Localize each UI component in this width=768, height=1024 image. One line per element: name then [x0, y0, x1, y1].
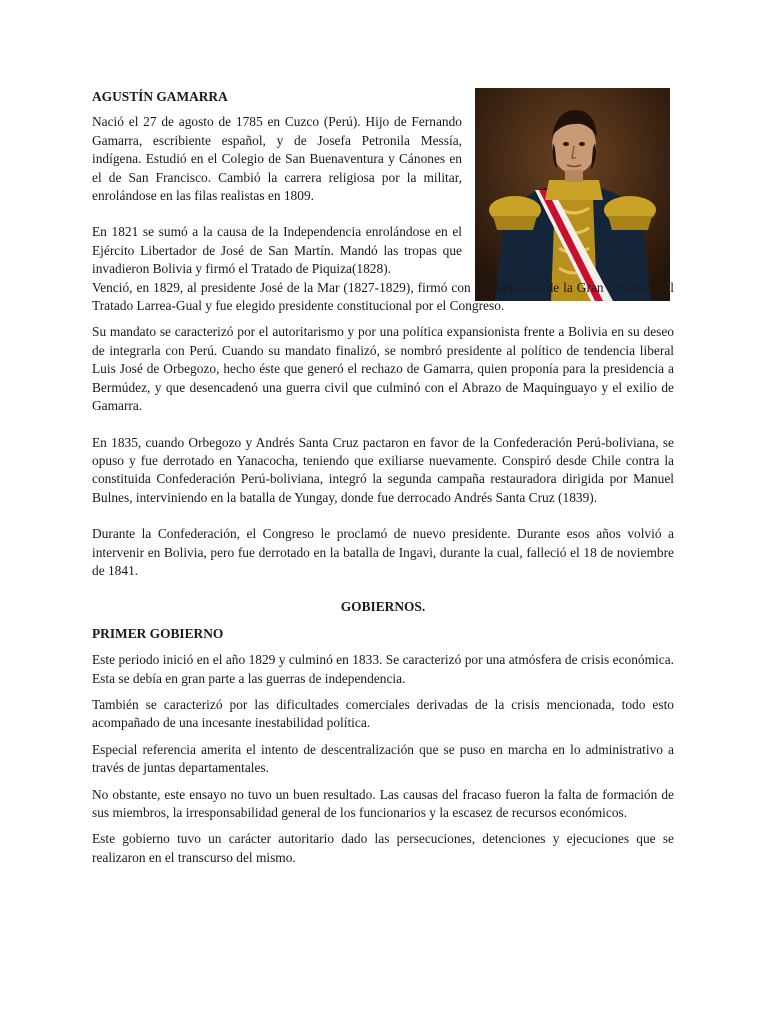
intro-paragraph-1: Nació el 27 de agosto de 1785 en Cuzco (Perú). Hijo de Fernando Gamarra, escribiente español, y de Josefa Petronila Messía, indígena. Estudió en el Colegio de San Buenaventura y Cánones en el de San Francisco. Cambió la carrera religiosa por la militar, enrolándose en las filas realistas en 1809. — [92, 114, 462, 204]
primer-gobierno-paragraph-4: No obstante, este ensayo no tuvo un buen resultado. Las causas del fracaso fueron la falta de formación de sus miembros, la irresponsabilidad general de los funcionarios y la escasez de recursos económicos. — [92, 786, 674, 820]
primer-gobierno-paragraph-1: Este periodo inició en el año 1829 y culminó en 1833. Se caracterizó por una atmósfera de crisis económica. Esta se debía en gran parte a las guerras de independencia. — [92, 652, 674, 686]
paragraph-mandato: Su mandato se caracterizó por el autoritarismo y por una política expansionista frente a Bolivia en su deseo de integrarla con Perú. Cuando su mandato finalizó, se nombró presidente al político de tendencia liberal Luis José de Orbegozo, hecho éste que generó el rechazo de Gamarra, quien proponía para la presidencia a Bermúdez, y que desencadenó una guerra civil que culminó con el Abrazo de Maquinguayo y el exilio de Gamarra. — [92, 324, 674, 414]
document-title: AGUSTÍN GAMARRA — [92, 89, 228, 104]
gobiernos-heading: GOBIERNOS. — [340, 599, 426, 615]
primer-gobierno-paragraph-2: También se caracterizó por las dificultades comerciales derivadas de la crisis mencionada, todo esto acompañado de una incesante inestabilidad política. — [92, 696, 674, 731]
paragraph-confederacion: En 1835, cuando Orbegozo y Andrés Santa Cruz pactaron en favor de la Confederación Perú-boliviana, se opuso y fue derrotado en Yanacocha, teniendo que exiliarse nuevamente. Conspiró desde Chile contra la constituida Confederación Perú-boliviana, integró la segunda campaña restauradora dirigida por Manuel Bulnes, interviniendo en la batalla de Yungay, donde fue derrocado Andrés Santa Cruz (1839). — [92, 434, 674, 505]
intro-paragraph-2-rest: Venció, en 1829, al presidente José de la Mar (1827-1829), firmó con la República de la Gran Colombia el Tratado Larrea-Gual y fue elegido presidente constitucional por el Congreso. — [92, 279, 674, 314]
intro-paragraph-2-lead: En 1821 se sumó a la causa de la Independencia enrolándose en el Ejército Libertador de José de San Martín. Mandó las tropas que invadieron Bolivia y firmó el Tratado de Piquiza(1828). — [92, 224, 462, 277]
primer-gobierno-paragraph-5: Este gobierno tuvo un carácter autoritario dado las persecuciones, detenciones y ejecuciones que se realizaron en el transcurso del mismo. — [92, 831, 674, 865]
primer-gobierno-paragraph-3: Especial referencia amerita el intento de descentralización que se puso en marcha en lo administrativo a través de juntas departamentales. — [92, 741, 674, 776]
paragraph-durante: Durante la Confederación, el Congreso le proclamó de nuevo presidente. Durante esos años volvió a intervenir en Bolivia, pero fue derrotado en la batalla de Ingavi, durante la cual, falleció el 18 de noviembre de 1841. — [92, 526, 674, 578]
primer-gobierno-heading: PRIMER GOBIERNO — [92, 625, 224, 641]
document-page — [92, 86, 674, 867]
